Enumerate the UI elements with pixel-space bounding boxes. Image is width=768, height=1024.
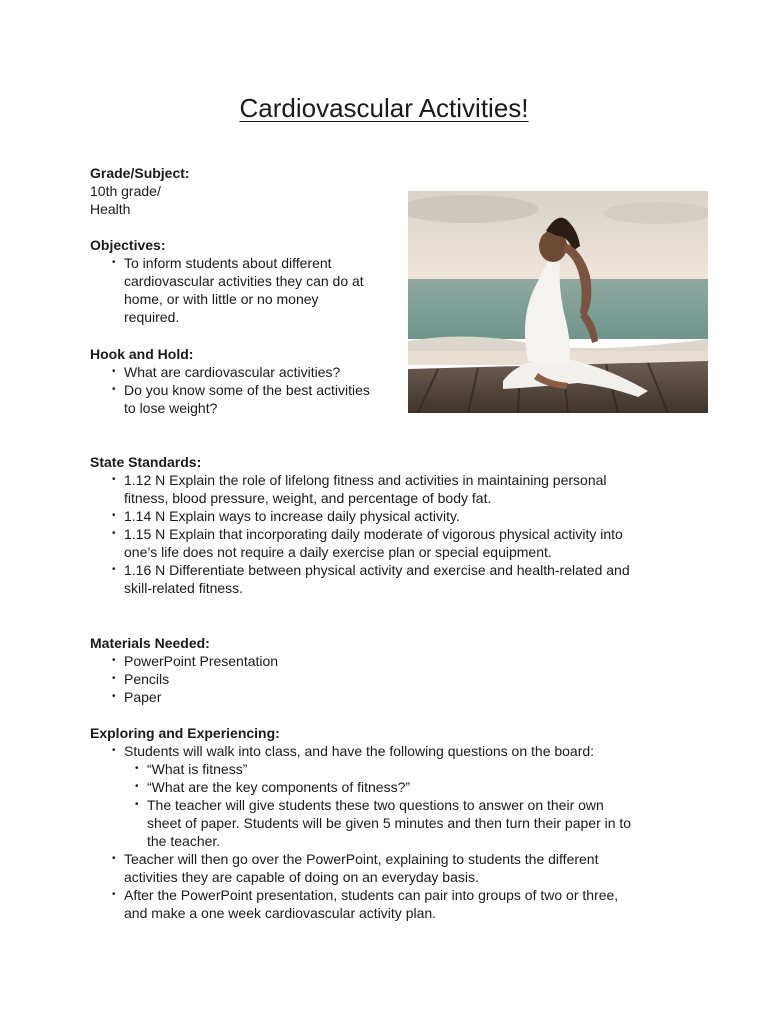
material-line: • Pencils (124, 671, 170, 687)
standard-line: • 1.12 N Explain the role of lifelong fitness and activities in maintaining personal (124, 472, 607, 488)
list-item (90, 471, 690, 507)
list-item (90, 363, 410, 381)
list-item (90, 742, 690, 760)
exploring-line: • Teacher will then go over the PowerPoint, explaining to students the different (124, 851, 599, 867)
list-item (90, 561, 690, 597)
objective-line: • To inform students about different (124, 255, 332, 271)
objective-line: required. (124, 309, 180, 325)
grade-line: 10th grade/ (90, 183, 161, 199)
list-item (90, 850, 690, 886)
yoga-beach-image (408, 191, 708, 413)
exploring-sub-line: • “What are the key components of fitness?” (147, 779, 411, 795)
exploring-sub-line: • The teacher will give students these two questions to answer on their own (147, 797, 604, 813)
list-item (90, 688, 490, 706)
material-line: • Paper (124, 689, 162, 705)
state-standards-section (90, 453, 690, 597)
list-item (90, 525, 690, 561)
standard-line: • 1.15 N Explain that incorporating daily moderate of vigorous physical activity into (124, 526, 623, 542)
list-item (90, 778, 690, 796)
grade-subject-heading: Grade/Subject: (90, 165, 190, 181)
exploring-section (90, 724, 690, 922)
exploring-line: • Students will walk into class, and have the following questions on the board: (124, 743, 595, 759)
exploring-line: activities they are capable of doing on an everyday basis. (124, 869, 479, 885)
list-item (90, 381, 410, 417)
standard-line: skill-related fitness. (124, 580, 244, 596)
state-standards-list (90, 471, 690, 597)
exploring-list-continued (90, 850, 690, 922)
page-title: Cardiovascular Activities! (239, 93, 529, 123)
list-item (90, 652, 490, 670)
hook-line: • Do you know some of the best activities (124, 382, 370, 398)
exploring-sub-line: the teacher. (147, 833, 221, 849)
state-standards-heading: State Standards: (90, 454, 202, 470)
list-item (90, 507, 690, 525)
objective-line: home, or with little or no money (124, 291, 319, 307)
hook-line: • What are cardiovascular activities? (124, 364, 341, 380)
exploring-sub-line: sheet of paper. Students will be given 5 minutes and then turn their paper in to (147, 815, 632, 831)
hook-and-hold-heading: Hook and Hold: (90, 346, 194, 362)
exploring-sub-list (90, 760, 690, 850)
standard-line: • 1.16 N Differentiate between physical activity and exercise and health-related and (124, 562, 630, 578)
exploring-list (90, 742, 690, 760)
list-item (90, 760, 690, 778)
objectives-list (90, 254, 410, 326)
objective-line: cardiovascular activities they can do at (124, 273, 364, 289)
materials-section (90, 634, 490, 706)
exploring-heading: Exploring and Experiencing: (90, 725, 280, 741)
standard-line: fitness, blood pressure, weight, and percentage of body fat. (124, 490, 492, 506)
list-item (90, 886, 690, 922)
list-item (90, 796, 690, 850)
yoga-beach-photo (408, 191, 708, 413)
materials-heading: Materials Needed: (90, 635, 210, 651)
objectives-heading: Objectives: (90, 237, 166, 253)
standard-line: one’s life does not require a daily exercise plan or special equipment. (124, 544, 552, 560)
grade-subject-section (90, 164, 190, 218)
list-item (90, 670, 490, 688)
exploring-line: and make a one week cardiovascular activity plan. (124, 905, 437, 921)
materials-list (90, 652, 490, 706)
exploring-line: • After the PowerPoint presentation, students can pair into groups of two or three, (124, 887, 619, 903)
exploring-sub-line: • “What is fitness” (147, 761, 248, 777)
list-item (90, 254, 410, 326)
standard-line: • 1.14 N Explain ways to increase daily physical activity. (124, 508, 460, 524)
hook-and-hold-section (90, 345, 410, 417)
hook-and-hold-list (90, 363, 410, 417)
hook-line: to lose weight? (124, 400, 218, 416)
subject-line: Health (90, 201, 131, 217)
material-line: • PowerPoint Presentation (124, 653, 279, 669)
objectives-section (90, 236, 410, 326)
